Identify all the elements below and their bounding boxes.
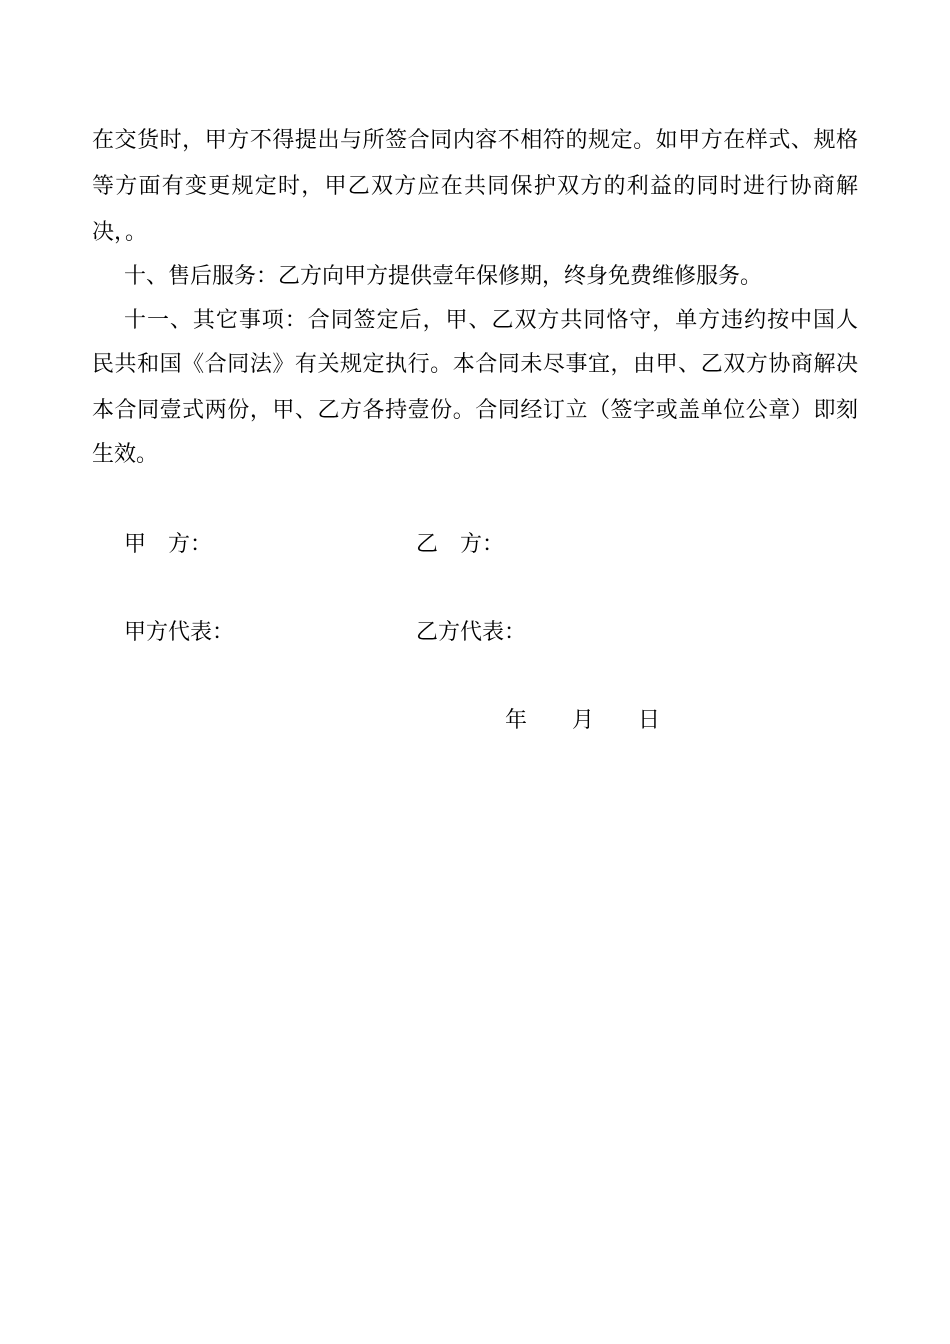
paragraph-line: 本合同壹式两份，甲、乙方各持壹份。合同经订立（签字或盖单位公章）即刻 [92,398,858,423]
date-month-label: 月 [572,708,595,733]
party-a-label: 甲 方： [124,532,213,557]
paragraph-line: 决，。 [92,220,148,245]
paragraph-line: 等方面有变更规定时，甲乙双方应在共同保护双方的利益的同时进行协商解 [92,174,858,199]
party-b-label: 乙 方： [416,532,505,557]
paragraph-line: 生效。 [92,442,159,467]
party-a-representative-label: 甲方代表： [124,620,235,645]
paragraph-line: 民共和国《合同法》有关规定执行。本合同未尽事宜，由甲、乙双方协商解决 [92,352,858,377]
party-b-representative-label: 乙方代表： [416,620,527,645]
paragraph-line: 十一、其它事项：合同签定后，甲、乙双方共同恪守，单方违约按中国人 [124,308,858,333]
date-day-label: 日 [638,708,661,733]
paragraph-line: 在交货时，甲方不得提出与所签合同内容不相符的规定。如甲方在样式、规格 [92,128,858,153]
paragraph-line: 十、售后服务：乙方向甲方提供壹年保修期，终身免费维修服务。 [124,264,763,289]
date-year-label: 年 [505,708,528,733]
